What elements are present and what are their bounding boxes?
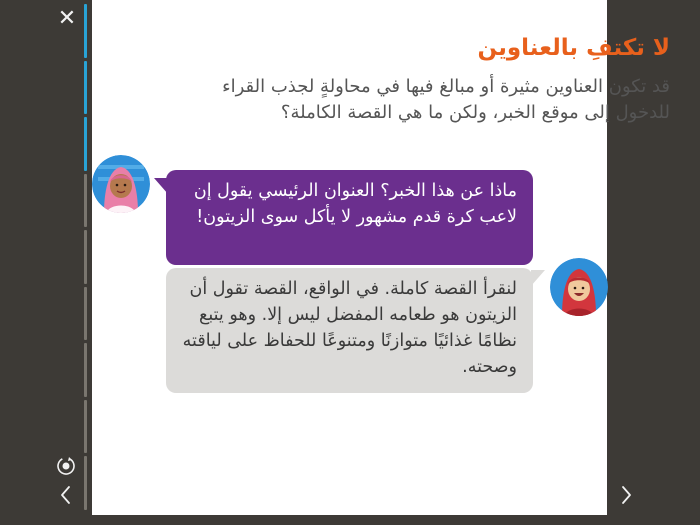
previous-icon[interactable] — [57, 484, 75, 506]
bubble-tail — [154, 178, 168, 194]
bubble-tail — [531, 270, 545, 286]
message-text-1: ماذا عن هذا الخبر؟ العنوان الرئيسي يقول إن لاعب كرة قدم مشهور لا يأكل سوى الزيتون! — [193, 181, 517, 227]
progress-segment — [84, 400, 87, 454]
progress-segment — [84, 456, 87, 510]
progress-segment — [84, 174, 87, 228]
lesson-intro: قد تكون العناوين مثيرة أو مبالغ فيها في محاولةٍ لجذب القراء للدخول إلى موقع الخبر، ولكن ما هي القصة الكاملة؟ — [222, 76, 670, 123]
close-icon[interactable]: ✕ — [57, 6, 77, 31]
progress-track — [84, 4, 87, 510]
left-rail — [0, 0, 88, 525]
girl-red-hijab-avatar — [550, 258, 608, 316]
next-icon[interactable] — [617, 484, 635, 506]
progress-segment — [84, 61, 87, 115]
progress-segment — [84, 343, 87, 397]
message-bubble-1 — [166, 170, 533, 265]
lesson-title: لا تكتفِ بالعناوين — [477, 35, 670, 61]
girl-pink-hijab-avatar — [92, 155, 150, 213]
progress-segment — [84, 117, 87, 171]
progress-segment — [84, 4, 87, 58]
message-text-2: لنقرأ القصة كاملة. في الواقع، القصة تقول أن الزيتون هو طعامه المفضل ليس إلا. وهو يتبع نظامًا غذائيًا متوازنًا ومتنوعًا للحفاظ على لياقته وصحته. — [182, 279, 517, 377]
message-bubble-2 — [166, 268, 533, 393]
progress-segment — [84, 230, 87, 284]
replay-icon[interactable] — [55, 455, 77, 477]
progress-segment — [84, 287, 87, 341]
